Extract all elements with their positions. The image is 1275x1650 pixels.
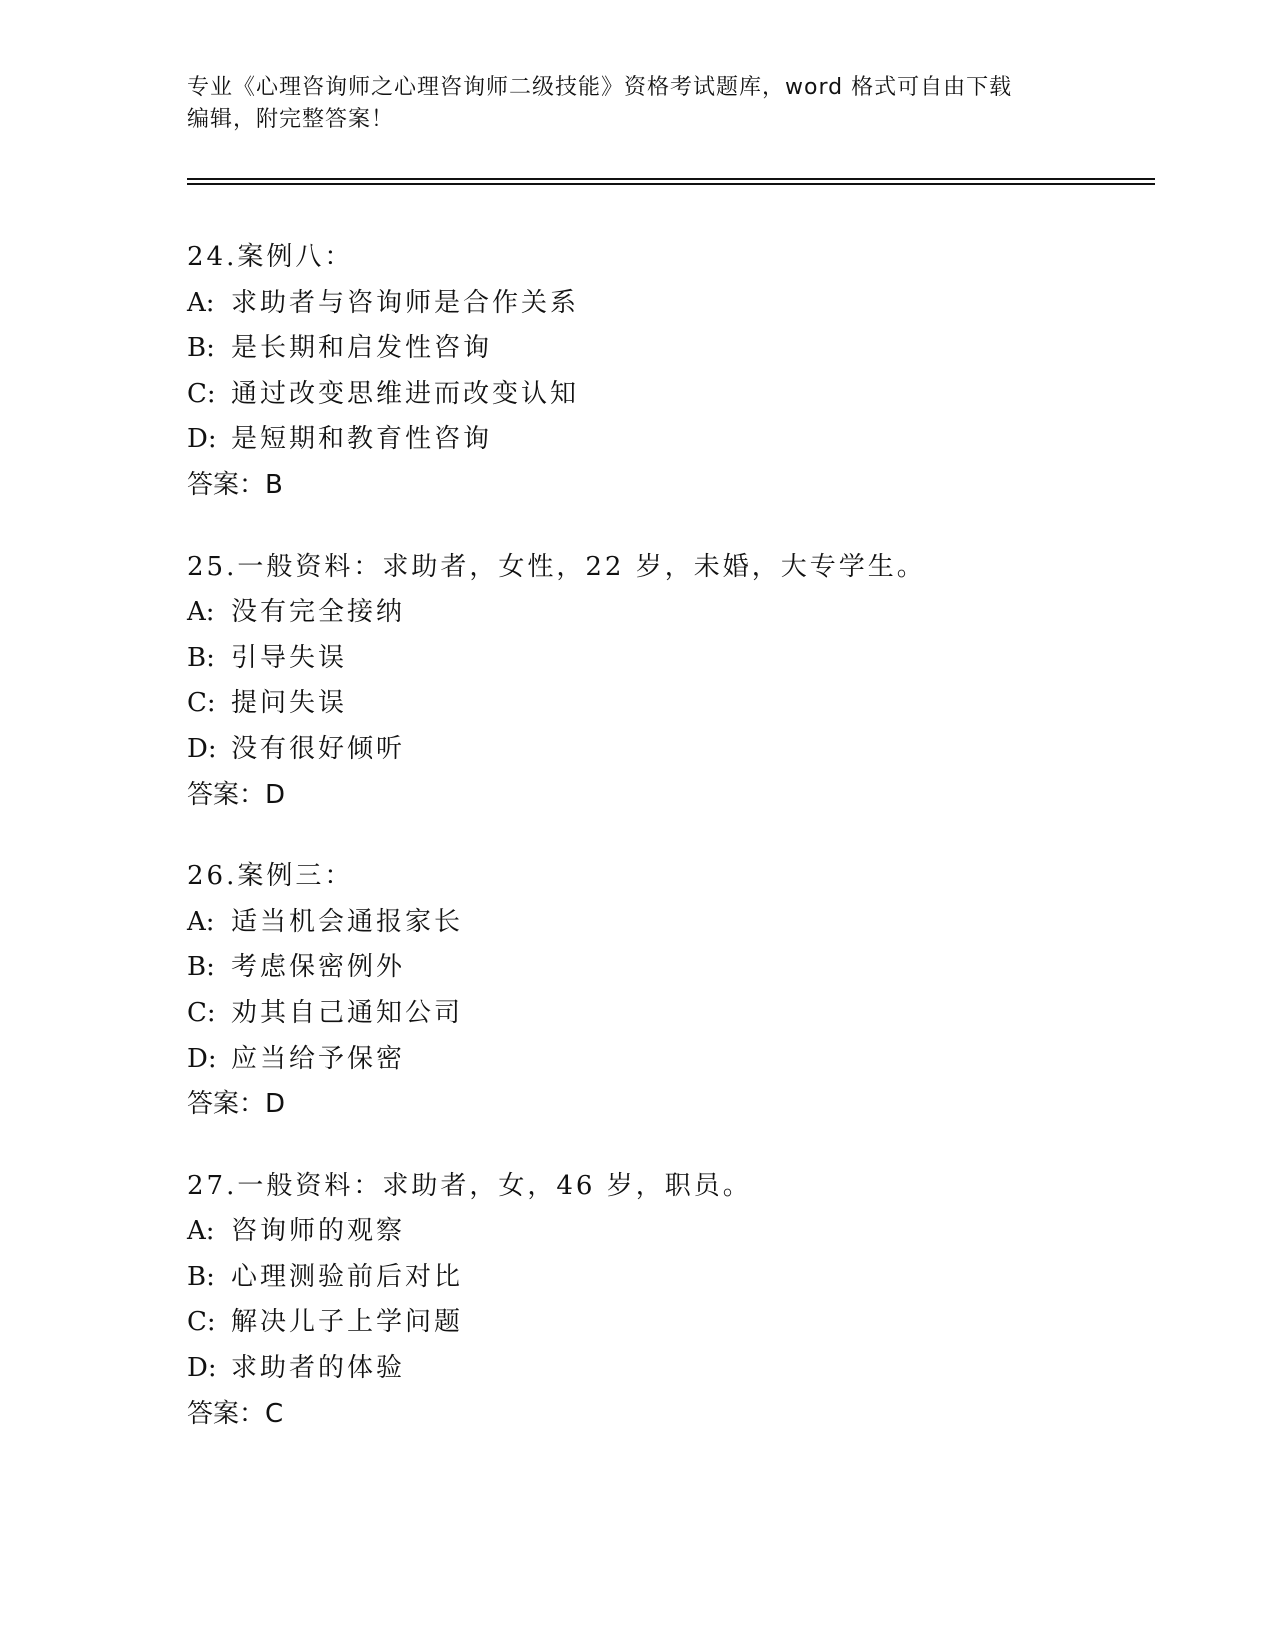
- question-27: [187, 1164, 1147, 1438]
- option-c: [187, 991, 1147, 1037]
- header-line-2: 编辑，附完整答案！: [187, 107, 395, 132]
- option-c: [187, 372, 1147, 418]
- option-d: [187, 1346, 1147, 1392]
- option-letter: D:: [187, 733, 217, 764]
- header-line-1: 专业《心理咨询师之心理咨询师二级技能》资格考试题库，word 格式可自由下载: [187, 75, 1013, 100]
- option-text: 劝其自己通知公司: [231, 997, 464, 1028]
- question-list: [187, 235, 1147, 1473]
- option-text: 求助者的体验: [231, 1353, 406, 1384]
- option-letter: C:: [187, 997, 216, 1028]
- option-b: [187, 326, 1147, 372]
- option-text: 没有很好倾听: [231, 733, 406, 764]
- question-stem: 27.一般资料：求助者，女，46 岁，职员。: [187, 1170, 752, 1201]
- option-letter: A:: [187, 906, 215, 937]
- option-letter: B:: [187, 642, 215, 673]
- question-stem: 24.案例八：: [187, 242, 354, 272]
- option-text: 心理测验前后对比: [231, 1261, 464, 1292]
- option-letter: D:: [187, 424, 217, 455]
- option-d: [187, 417, 1147, 463]
- option-c: [187, 1300, 1147, 1346]
- document-header: [187, 72, 1087, 136]
- answer-line: 答案：D: [187, 779, 286, 810]
- option-text: 应当给予保密: [231, 1043, 406, 1074]
- option-text: 求助者与咨询师是合作关系: [231, 287, 580, 318]
- option-letter: C:: [187, 1307, 216, 1338]
- option-letter: B:: [187, 1261, 215, 1292]
- option-b: [187, 945, 1147, 991]
- option-a: [187, 900, 1147, 946]
- question-26: [187, 854, 1147, 1128]
- option-text: 是长期和启发性咨询: [231, 333, 493, 364]
- question-24: [187, 235, 1147, 509]
- option-letter: C:: [187, 688, 216, 719]
- option-letter: C:: [187, 378, 216, 409]
- option-text: 提问失误: [231, 688, 348, 719]
- answer-line: 答案：D: [187, 1089, 286, 1120]
- answer-line: 答案：B: [187, 469, 283, 500]
- option-text: 解决儿子上学问题: [231, 1307, 464, 1338]
- option-b: [187, 1255, 1147, 1301]
- question-stem: 25.一般资料：求助者，女性，22 岁，未婚，大专学生。: [187, 551, 926, 582]
- question-stem: 26.案例三：: [187, 861, 354, 892]
- option-d: [187, 1037, 1147, 1083]
- option-c: [187, 681, 1147, 727]
- option-d: [187, 727, 1147, 773]
- option-b: [187, 636, 1147, 682]
- option-letter: B:: [187, 333, 215, 364]
- option-a: [187, 281, 1147, 327]
- header-divider-bottom: [187, 183, 1155, 185]
- option-text: 没有完全接纳: [231, 597, 406, 628]
- answer-line: 答案：C: [187, 1398, 284, 1429]
- option-text: 是短期和教育性咨询: [231, 424, 493, 455]
- option-text: 引导失误: [231, 642, 348, 673]
- option-letter: A:: [187, 1216, 215, 1247]
- option-letter: D:: [187, 1043, 217, 1074]
- question-25: [187, 545, 1147, 819]
- option-a: [187, 590, 1147, 636]
- option-letter: B:: [187, 952, 215, 983]
- option-text: 考虑保密例外: [231, 952, 406, 983]
- header-divider-top: [187, 178, 1155, 180]
- option-text: 通过改变思维进而改变认知: [231, 378, 580, 409]
- option-letter: A:: [187, 287, 215, 318]
- option-text: 咨询师的观察: [231, 1216, 406, 1247]
- option-text: 适当机会通报家长: [231, 906, 464, 937]
- option-letter: D:: [187, 1353, 217, 1384]
- option-a: [187, 1209, 1147, 1255]
- option-letter: A:: [187, 597, 215, 628]
